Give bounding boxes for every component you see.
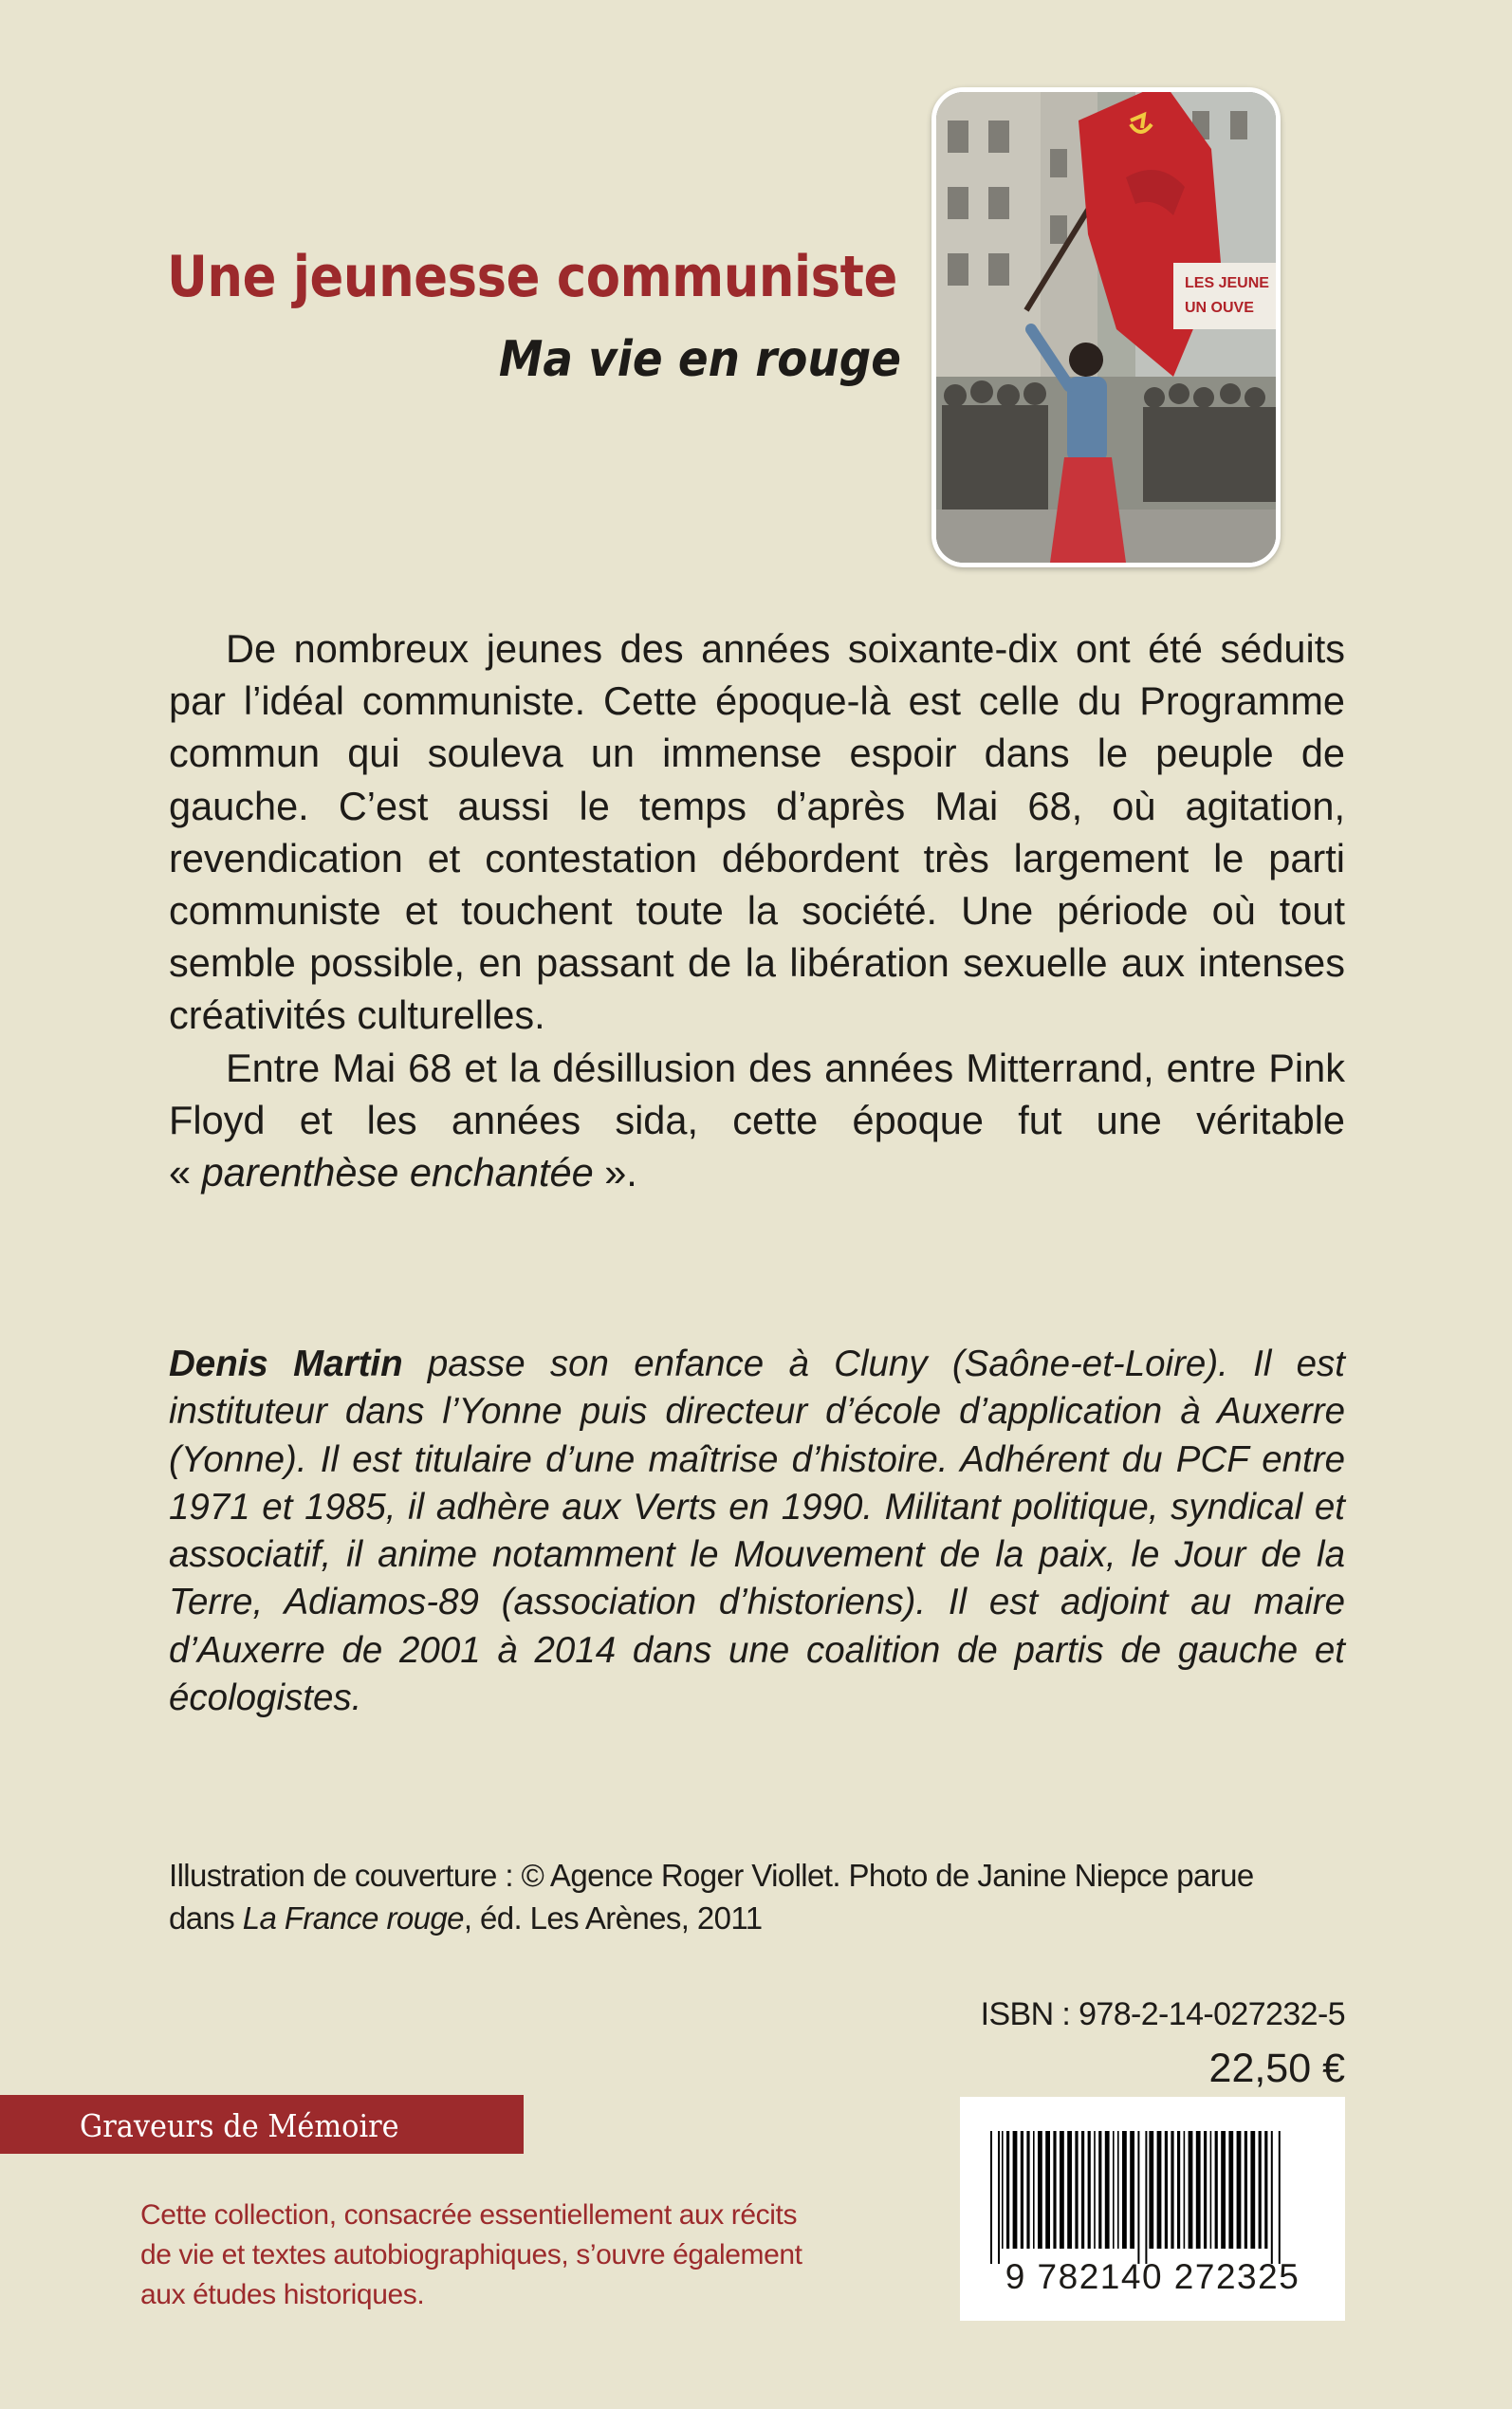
credits-line-2-suffix: , éd. Les Arènes, 2011 (463, 1900, 763, 1936)
barcode-guard-bar (998, 2131, 1000, 2264)
barcode-bar (1189, 2131, 1193, 2249)
author-name: Denis Martin (169, 1343, 403, 1384)
barcode-bar (1171, 2131, 1173, 2249)
barcode-bar (1053, 2131, 1056, 2249)
book-summary (169, 622, 1345, 1198)
barcode-bar (1177, 2131, 1180, 2249)
book-title: Une jeunesse communiste (167, 244, 897, 310)
barcode-bar (1117, 2131, 1119, 2249)
barcode-digits: 9 782140 272325 (1005, 2257, 1300, 2296)
barcode-guard-bar (1271, 2131, 1273, 2264)
barcode-bar (1204, 2131, 1207, 2249)
barcode-bar (1045, 2131, 1050, 2249)
credits-line-1: Illustration de couverture : © Agence Roger Viollet. Photo de Janine Niepce parue (169, 1858, 1254, 1893)
collection-description (140, 2196, 861, 2315)
author-bio-text: passe son enfance à Cluny (Saône-et-Loire). Il est instituteur dans l’Yonne puis directeur d’école d’application à Auxerre (Yonne). Il est titulaire d’une maîtrise d’histoire. Adhérent du PCF entre 1971 et 1985, il adhère aux Verts en 1990. Militant politique, syndical et associatif, il anime notamment le Mouvement de la paix, le Jour de la Terre, Adiamos-89 (association d’historiens). Il est adjoint au maire d’Auxerre de 2001 à 2014 dans une coalition de partis de gauche et écologistes. (169, 1343, 1345, 1719)
barcode-bar (1228, 2131, 1233, 2249)
barcode-bar (1184, 2131, 1186, 2249)
summary-quote: parenthèse enchantée (201, 1150, 594, 1195)
barcode-bar (1210, 2131, 1212, 2249)
barcode-bar (1113, 2131, 1115, 2249)
barcode-bar (1245, 2131, 1247, 2249)
barcode-bar (1122, 2131, 1127, 2249)
summary-paragraph-2-end: ». (593, 1150, 637, 1195)
barcode-bar (1237, 2131, 1242, 2249)
barcode-guard-bar (1279, 2131, 1281, 2264)
collection-description-line-3: aux études historiques. (140, 2279, 425, 2310)
barcode-bar (1105, 2131, 1110, 2249)
barcode-guard-bar (1137, 2131, 1139, 2264)
barcode-bar (1002, 2131, 1004, 2249)
book-subtitle: Ma vie en rouge (498, 331, 901, 388)
price: 22,50 € (1208, 2046, 1345, 2091)
barcode-bar (1060, 2131, 1064, 2249)
collection-description-line-1: Cette collection, consacrée essentiellement aux récits (140, 2199, 798, 2231)
barcode-bar (1067, 2131, 1072, 2249)
barcode-bar (1215, 2131, 1218, 2249)
author-bio (169, 1341, 1345, 1722)
isbn: ISBN : 978-2-14-027232-5 (980, 1996, 1345, 2032)
barcode-bar (1165, 2131, 1168, 2249)
summary-paragraph-2 (169, 1042, 1345, 1199)
barcode-bar (1088, 2131, 1091, 2249)
cover-photo (931, 87, 1281, 567)
barcode-bar (1157, 2131, 1162, 2249)
barcode-bar (1196, 2131, 1201, 2249)
barcode-bar (1250, 2131, 1255, 2249)
credits-source-title: La France rouge (242, 1900, 464, 1936)
barcode-guard-bar (990, 2131, 992, 2264)
barcode-bar (1033, 2131, 1035, 2249)
barcode-bars (986, 2131, 1318, 2264)
credits-line-2-prefix: dans (169, 1900, 243, 1936)
barcode-bar (1264, 2131, 1267, 2249)
barcode-bar (1094, 2131, 1096, 2249)
cover-photo-illustration (936, 92, 1276, 563)
photo-banner-line2: UN OUVE (1185, 300, 1254, 316)
barcode-bar (1081, 2131, 1084, 2249)
collection-description-line-2: de vie et textes autobiographiques, s’ouvre également (140, 2239, 802, 2270)
barcode-bar (1259, 2131, 1262, 2249)
barcode-bar (1021, 2131, 1023, 2249)
barcode-bar (1038, 2131, 1042, 2249)
credits-line-2 (169, 1897, 1345, 1939)
barcode-bar (1221, 2131, 1226, 2249)
collection-name: Graveurs de Mémoire (80, 2107, 399, 2144)
photo-banner-line1: LES JEUNE (1185, 275, 1269, 291)
barcode-guard-bar (1145, 2131, 1147, 2264)
barcode-bar (1013, 2131, 1018, 2249)
barcode-bar (1149, 2131, 1153, 2249)
barcode-bar (1130, 2131, 1134, 2249)
barcode-bar (1075, 2131, 1078, 2249)
barcode-bar (1026, 2131, 1029, 2249)
cover-credits (169, 1854, 1345, 1939)
barcode-bar (1006, 2131, 1009, 2249)
summary-paragraph-1: De nombreux jeunes des années soixante-dix ont été séduits par l’idéal communiste. Cette époque-là est celle du Programme commun qui souleva un immense espoir dans le peuple de gauche. C’est aussi le temps d’après Mai 68, où agitation, revendication et contestation débordent très largement le parti communiste et touchent toute la société. Une période où tout semble possible, en passant de la libération sexuelle aux intenses créativités culturelles. (169, 626, 1345, 1038)
summary-paragraph-2-text: Entre Mai 68 et la désillusion des années Mitterrand, entre Pink Floyd et les années sida, cette époque fut une véritable « (169, 1045, 1345, 1195)
barcode-bar (1098, 2131, 1101, 2249)
